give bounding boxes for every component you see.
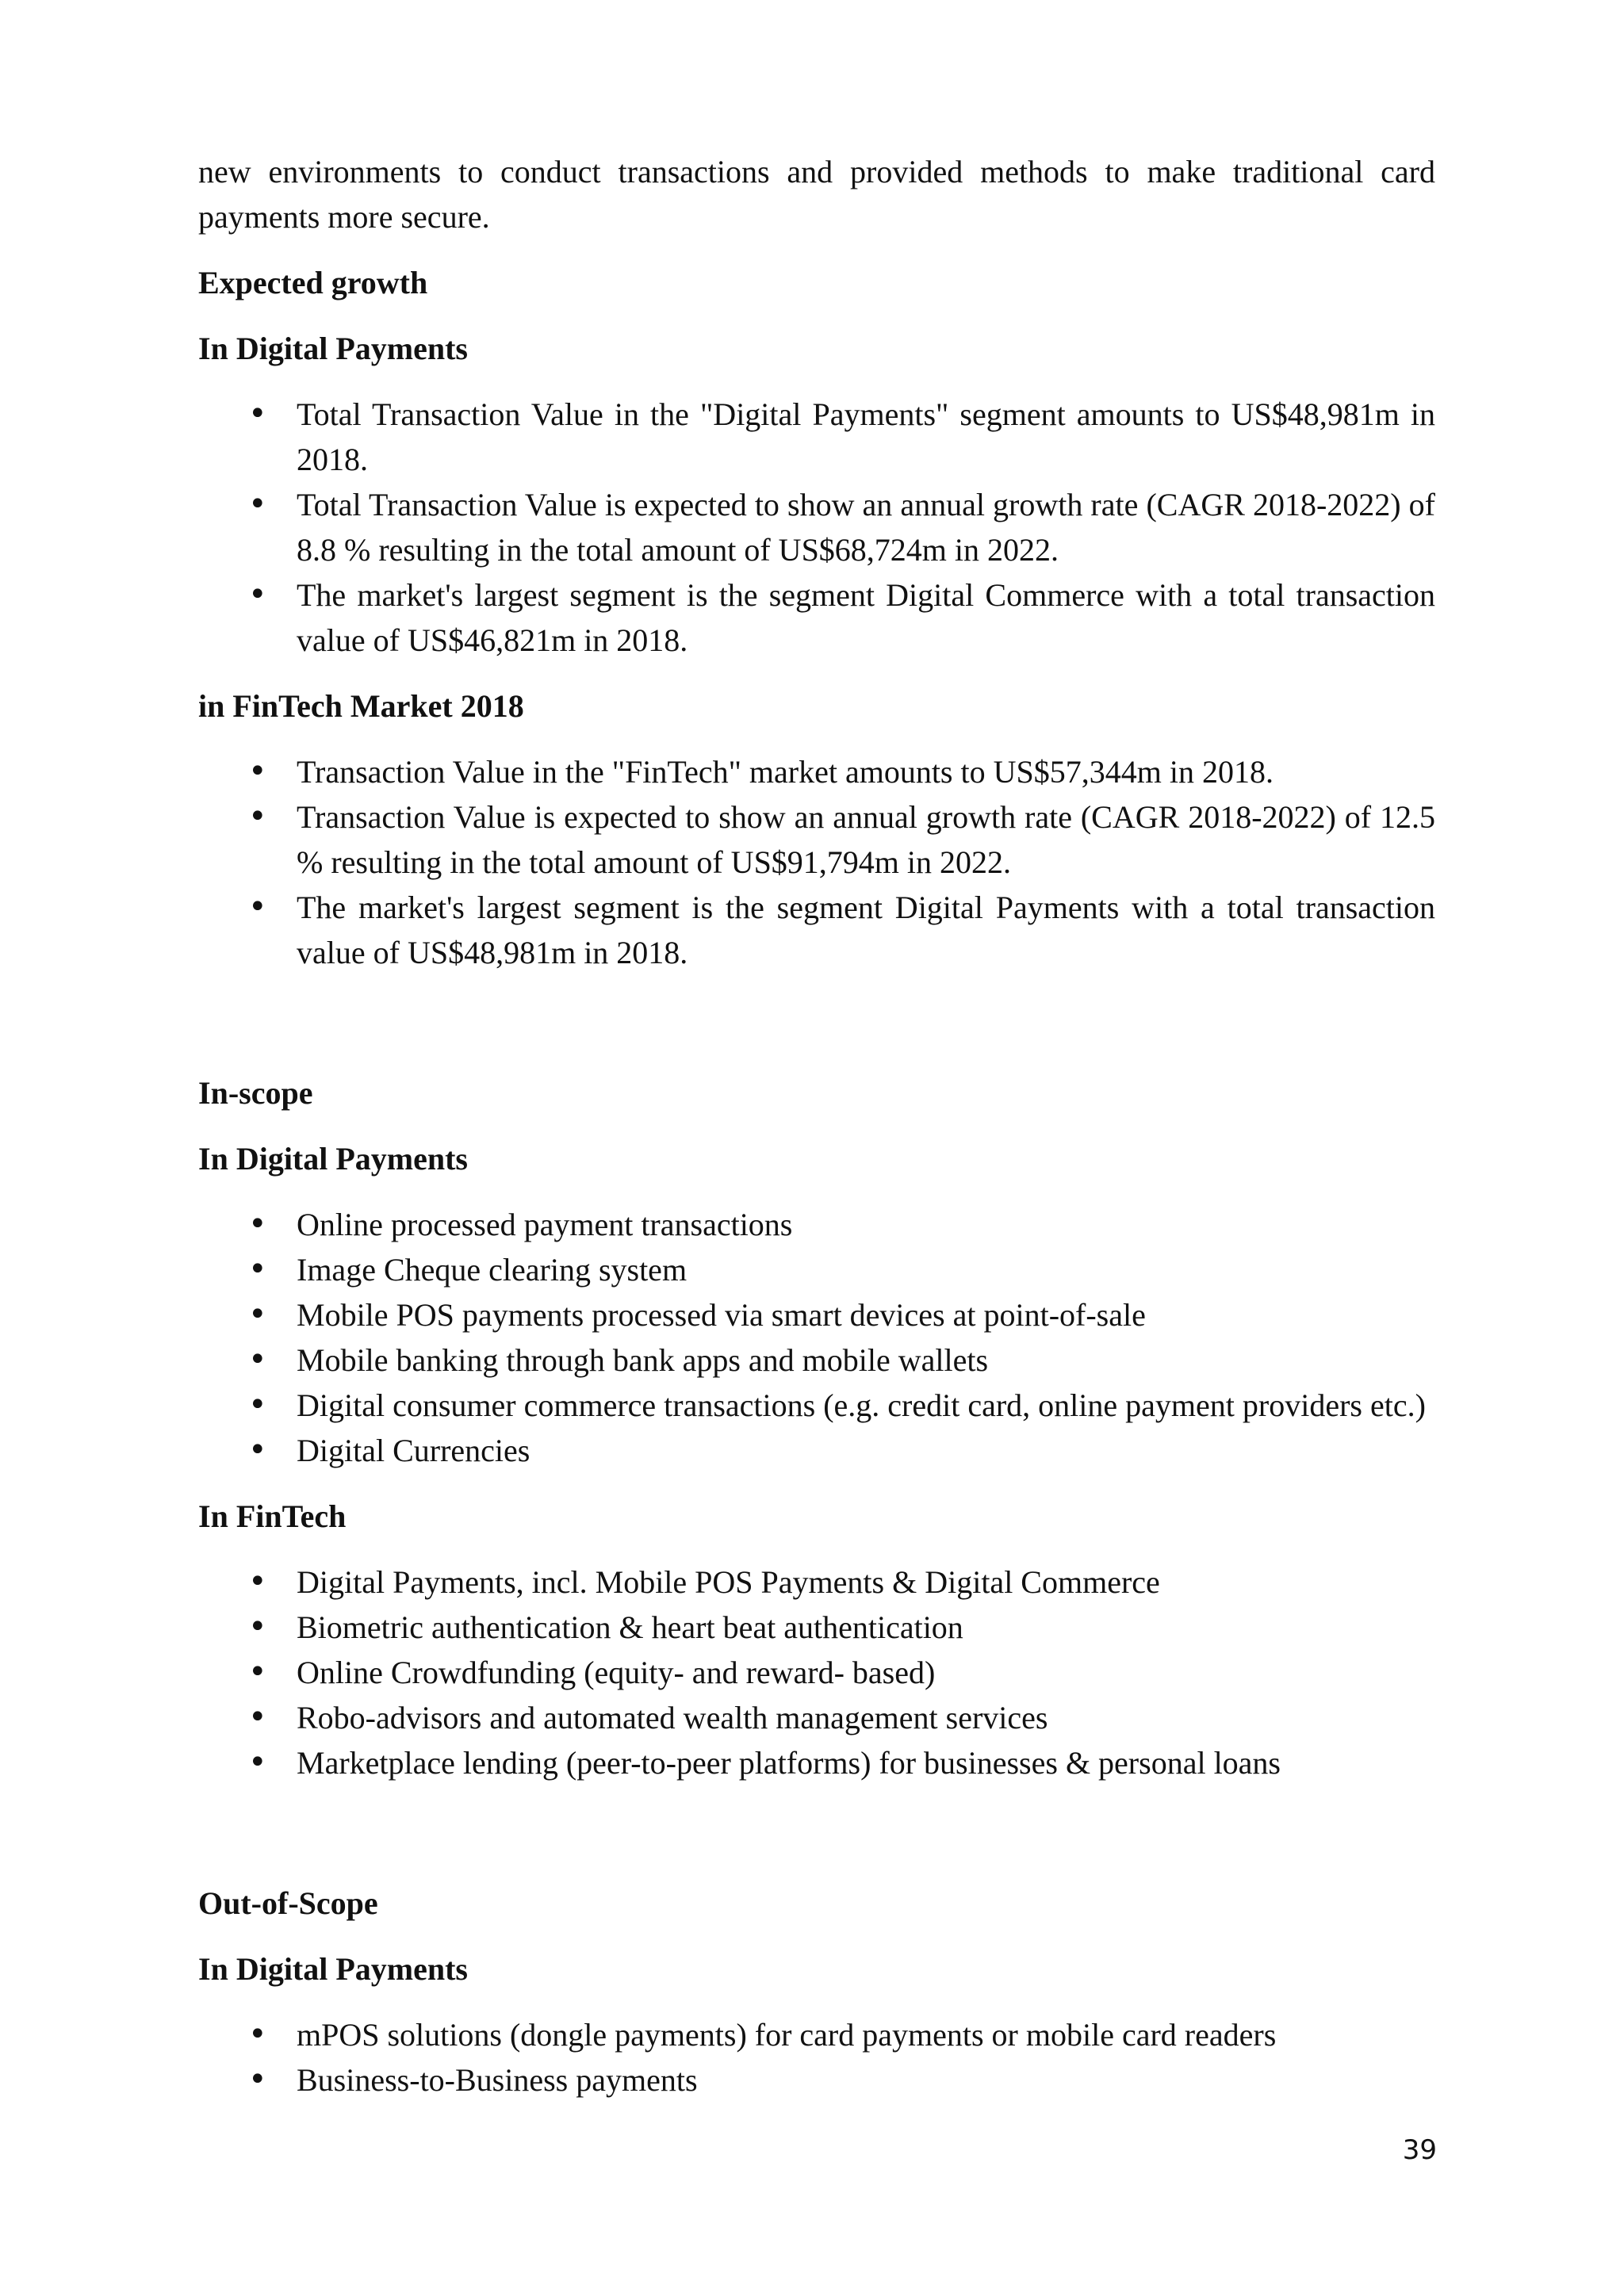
list-item bbox=[198, 1740, 1435, 1785]
list-item bbox=[198, 1247, 1435, 1292]
expected-growth-heading: Expected growth bbox=[198, 265, 428, 300]
list-item-text: Digital consumer commerce transactions (e.g. credit card, online payment providers etc.) bbox=[297, 1387, 1426, 1423]
bullet-icon: • bbox=[248, 2016, 267, 2053]
expected-growth-digital-payments-list bbox=[198, 392, 1435, 663]
bullet-icon: • bbox=[248, 1654, 267, 1690]
list-item bbox=[198, 1695, 1435, 1740]
intro-paragraph: new environments to conduct transactions and provided methods to make traditional card payments more secure. bbox=[198, 154, 1435, 235]
bullet-icon: • bbox=[248, 889, 267, 925]
in-scope-digital-payments-heading: In Digital Payments bbox=[198, 1141, 468, 1177]
list-item-text: Online Crowdfunding (equity- and reward- based) bbox=[297, 1655, 936, 1690]
list-item-text: Robo-advisors and automated wealth management services bbox=[297, 1700, 1048, 1735]
list-item-text: Transaction Value is expected to show an annual growth rate (CAGR 2018-2022) of 12.5 % resulting in the total amount of US$91,794m in 2022. bbox=[297, 799, 1435, 880]
out-of-scope-digital-payments-heading: In Digital Payments bbox=[198, 1951, 468, 1987]
bullet-icon: • bbox=[248, 1341, 267, 1378]
list-item bbox=[198, 1605, 1435, 1650]
list-item-text: Biometric authentication & heart beat authentication bbox=[297, 1609, 963, 1645]
list-item-text: The market's largest segment is the segment Digital Payments with a total transaction value of US$48,981m in 2018. bbox=[297, 890, 1435, 970]
bullet-icon: • bbox=[248, 486, 267, 522]
list-item-text: mPOS solutions (dongle payments) for card payments or mobile card readers bbox=[297, 2017, 1277, 2053]
in-scope-digital-payments-list bbox=[198, 1202, 1435, 1473]
list-item bbox=[198, 2057, 1435, 2103]
list-item bbox=[198, 1383, 1435, 1428]
bullet-icon: • bbox=[248, 1251, 267, 1288]
list-item bbox=[198, 572, 1435, 663]
out-of-scope-heading: Out-of-Scope bbox=[198, 1885, 378, 1921]
page-content bbox=[198, 149, 1435, 2103]
bullet-icon: • bbox=[248, 396, 267, 432]
bullet-icon: • bbox=[248, 1699, 267, 1735]
bullet-icon: • bbox=[248, 1432, 267, 1468]
bullet-icon: • bbox=[248, 1387, 267, 1423]
bullet-icon: • bbox=[248, 753, 267, 790]
in-scope-fintech-heading: In FinTech bbox=[198, 1498, 347, 1534]
bullet-icon: • bbox=[248, 798, 267, 835]
list-item bbox=[198, 482, 1435, 572]
in-scope-heading: In-scope bbox=[198, 1075, 313, 1111]
list-item-text: Digital Payments, incl. Mobile POS Payments & Digital Commerce bbox=[297, 1564, 1160, 1600]
expected-growth-digital-payments-heading: In Digital Payments bbox=[198, 331, 468, 366]
list-item-text: Mobile banking through bank apps and mobile wallets bbox=[297, 1342, 989, 1378]
list-item-text: Transaction Value in the "FinTech" market amounts to US$57,344m in 2018. bbox=[297, 754, 1274, 790]
list-item-text: Digital Currencies bbox=[297, 1433, 530, 1468]
list-item-text: Marketplace lending (peer-to-peer platforms) for businesses & personal loans bbox=[297, 1745, 1281, 1781]
bullet-icon: • bbox=[248, 1296, 267, 1333]
list-item bbox=[198, 1202, 1435, 1247]
list-item-text: Mobile POS payments processed via smart devices at point-of-sale bbox=[297, 1297, 1146, 1333]
bullet-icon: • bbox=[248, 1609, 267, 1645]
page-number: 39 bbox=[1402, 2134, 1437, 2166]
list-item-text: Business-to-Business payments bbox=[297, 2062, 698, 2098]
bullet-icon: • bbox=[248, 576, 267, 613]
list-item bbox=[198, 1650, 1435, 1695]
list-item-text: Total Transaction Value in the "Digital Payments" segment amounts to US$48,981m in 2018. bbox=[297, 396, 1435, 477]
bullet-icon: • bbox=[248, 2061, 267, 2098]
bullet-icon: • bbox=[248, 1206, 267, 1242]
list-item bbox=[198, 885, 1435, 975]
list-item bbox=[198, 1559, 1435, 1605]
out-of-scope-digital-payments-list bbox=[198, 2012, 1435, 2103]
bullet-icon: • bbox=[248, 1744, 267, 1781]
list-item-text: The market's largest segment is the segment Digital Commerce with a total transaction value of US$46,821m in 2018. bbox=[297, 577, 1435, 658]
bullet-icon: • bbox=[248, 1563, 267, 1600]
list-item-text: Total Transaction Value is expected to show an annual growth rate (CAGR 2018-2022) of 8.8 % resulting in the total amount of US$68,724m in 2022. bbox=[297, 487, 1435, 568]
list-item bbox=[198, 1428, 1435, 1473]
list-item bbox=[198, 2012, 1435, 2057]
list-item bbox=[198, 1292, 1435, 1337]
in-scope-fintech-list bbox=[198, 1559, 1435, 1785]
list-item-text: Online processed payment transactions bbox=[297, 1207, 793, 1242]
fintech-market-list bbox=[198, 749, 1435, 975]
list-item bbox=[198, 749, 1435, 794]
list-item bbox=[198, 392, 1435, 482]
list-item-text: Image Cheque clearing system bbox=[297, 1252, 688, 1288]
list-item bbox=[198, 1337, 1435, 1383]
list-item bbox=[198, 794, 1435, 885]
fintech-market-heading: in FinTech Market 2018 bbox=[198, 688, 524, 724]
